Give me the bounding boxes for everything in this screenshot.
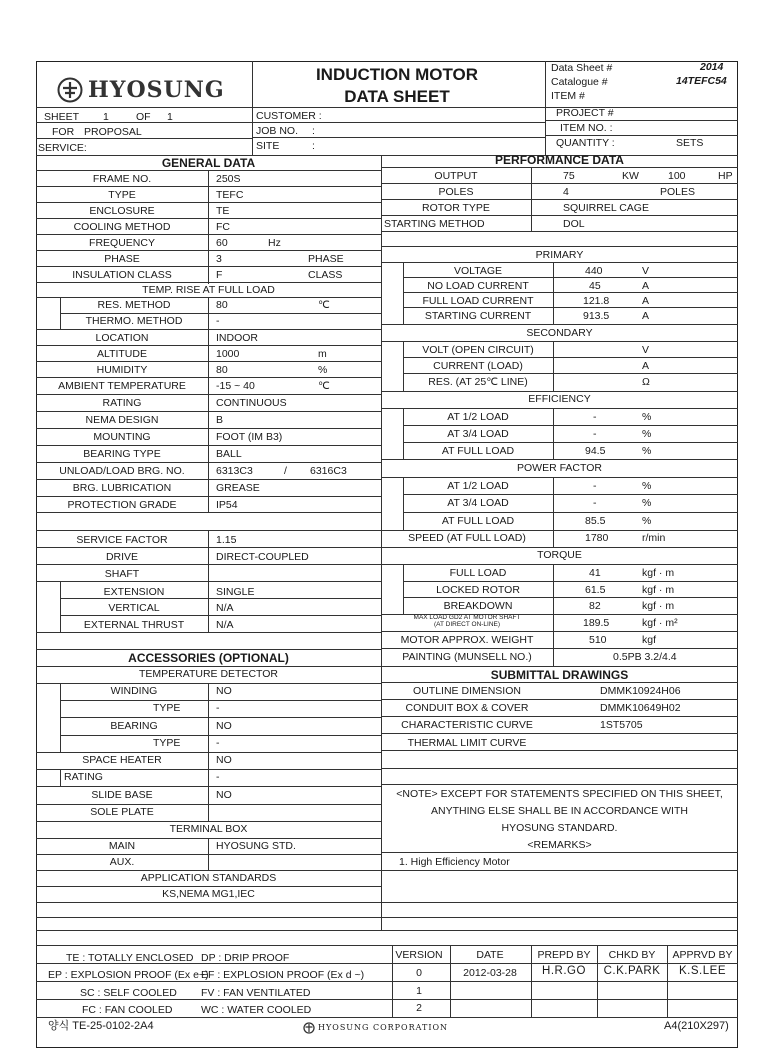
sole-plate-label: SOLE PLATE: [90, 806, 154, 818]
corporation-name: HYOSUNG CORPORATION: [318, 1023, 449, 1032]
brand-name: HYOSUNG: [88, 77, 225, 103]
rev-row0-apprvd: K.S.LEE: [679, 965, 726, 977]
starting-current-label: STARTING CURRENT: [424, 310, 532, 322]
conduit-value: DMMK10649H02: [600, 702, 681, 714]
note-line3: HYOSUNG STANDARD.: [501, 822, 618, 834]
gd2-value: 189.5: [583, 617, 610, 629]
form-number: 양식 TE-25-0102-2A4: [48, 1020, 154, 1032]
rating-label: RATING: [102, 397, 142, 409]
rating-value: CONTINUOUS: [216, 397, 287, 409]
weight-value: 510: [589, 634, 607, 646]
starting-current-unit: A: [642, 310, 650, 322]
eff-full-label: AT FULL LOAD: [441, 445, 515, 457]
humidity-value: 80: [216, 364, 228, 376]
frequency-unit: Hz: [268, 237, 281, 249]
nema-label: NEMA DESIGN: [85, 414, 159, 426]
torque-locked-label: LOCKED ROTOR: [436, 584, 520, 596]
pf-half-value: -: [593, 480, 597, 492]
rev-header-chkd: CHKD BY: [608, 949, 656, 961]
rotor-value: SQUIRREL CAGE: [563, 202, 649, 214]
ambient-unit: ℃: [318, 380, 330, 392]
rev-row0-version: 0: [416, 967, 422, 979]
poles-unit: POLES: [660, 186, 696, 198]
datasheet-label: Data Sheet #: [551, 62, 613, 74]
item-label: ITEM #: [551, 90, 585, 102]
type-label: TYPE: [108, 189, 136, 201]
legend-ef: EF : EXPLOSION PROOF (Ex d ~): [201, 969, 365, 981]
pf-three-quarter-value: -: [593, 497, 597, 509]
characteristic-label: CHARACTERISTIC CURVE: [401, 719, 533, 731]
type-value: TEFC: [216, 189, 244, 201]
brg-no-label: UNLOAD/LOAD BRG. NO.: [59, 465, 185, 477]
app-standards-label: APPLICATION STANDARDS: [140, 872, 277, 884]
of-label: OF: [136, 111, 151, 123]
phase-value: 3: [216, 253, 222, 265]
extension-label: EXTENSION: [103, 586, 165, 598]
drive-label: DRIVE: [105, 551, 139, 563]
thermo-method-value: -: [216, 315, 220, 327]
brg-no-sep: /: [284, 465, 287, 477]
mounting-label: MOUNTING: [93, 431, 151, 443]
res-method-value: 80: [216, 299, 228, 311]
legend-fc: FC : FAN COOLED: [82, 1004, 173, 1016]
eff-half-label: AT 1/2 LOAD: [447, 411, 509, 423]
poles-value: 4: [563, 186, 569, 198]
pf-full-value: 85.5: [585, 515, 606, 527]
volt-oc-unit: V: [642, 344, 650, 356]
rev-header-version: VERSION: [395, 949, 443, 961]
output-label: OUTPUT: [434, 170, 478, 182]
secondary-label: SECONDARY: [526, 327, 593, 339]
poles-label: POLES: [438, 186, 474, 198]
no-load-current-label: NO LOAD CURRENT: [427, 280, 529, 292]
vertical-label: VERTICAL: [108, 602, 160, 614]
speed-unit: r/min: [642, 532, 666, 544]
gd2-label2: (AT DIRECT ON-LINE): [433, 621, 501, 628]
winding-type-label: TYPE: [153, 702, 181, 714]
protection-label: PROTECTION GRADE: [67, 499, 177, 511]
lubrication-label: BRG. LUBRICATION: [72, 482, 172, 494]
rev-header-prepd: PREPD BY: [537, 949, 591, 961]
slide-base-value: NO: [216, 789, 232, 801]
thermal-label: THERMAL LIMIT CURVE: [407, 737, 527, 749]
legend-dp: DP : DRIP PROOF: [201, 952, 290, 964]
pf-half-unit: %: [642, 480, 652, 492]
hp-unit: HP: [718, 170, 733, 182]
general-data-heading: GENERAL DATA: [161, 156, 256, 170]
full-load-current-value: 121.8: [583, 295, 610, 307]
pf-half-label: AT 1/2 LOAD: [447, 480, 509, 492]
pf-three-quarter-label: AT 3/4 LOAD: [447, 497, 509, 509]
voltage-label: VOLTAGE: [453, 265, 503, 277]
bearing-type-label: BEARING TYPE: [83, 448, 161, 460]
rev-row2-version: 2: [416, 1002, 422, 1014]
weight-label: MOTOR APPROX. WEIGHT: [400, 634, 534, 646]
torque-breakdown-unit: kgf · m: [642, 600, 675, 612]
ambient-label: AMBIENT TEMPERATURE: [58, 380, 186, 392]
pf-full-unit: %: [642, 515, 652, 527]
efficiency-label: EFFICIENCY: [528, 393, 591, 405]
current-load-unit: A: [642, 360, 650, 372]
torque-full-unit: kgf · m: [642, 567, 675, 579]
performance-heading: PERFORMANCE DATA: [495, 153, 624, 167]
service-factor-value: 1.15: [216, 534, 237, 546]
enclosure-value: TE: [216, 205, 230, 217]
service-factor-label: SERVICE FACTOR: [76, 534, 168, 546]
gd2-label1: MAX LOAD GD2 AT MOTOR SHAFT: [413, 614, 521, 621]
nema-value: B: [216, 414, 224, 426]
full-load-current-label: FULL LOAD CURRENT: [422, 295, 534, 307]
location-label: LOCATION: [95, 332, 149, 344]
cooling-value: FC: [216, 221, 230, 233]
aux-label: AUX.: [109, 856, 135, 868]
thrust-label: EXTERNAL THRUST: [83, 619, 185, 631]
hyosung-logo-icon: [57, 77, 83, 103]
full-load-current-unit: A: [642, 295, 650, 307]
jobno-label: JOB NO.: [256, 125, 299, 137]
current-load-label: CURRENT (LOAD): [433, 360, 523, 372]
eff-full-unit: %: [642, 445, 652, 457]
brg-no-value2: 6316C3: [310, 465, 347, 477]
frame-value: 250S: [216, 173, 241, 185]
pf-full-label: AT FULL LOAD: [441, 515, 515, 527]
slide-base-label: SLIDE BASE: [91, 789, 153, 801]
title-line2: DATA SHEET: [344, 87, 450, 106]
resistance-unit: Ω: [642, 376, 650, 388]
enclosure-label: ENCLOSURE: [89, 205, 155, 217]
vertical-value: N/A: [216, 602, 234, 614]
res-method-label: RES. METHOD: [97, 299, 171, 311]
speed-value: 1780: [585, 532, 609, 544]
insulation-label: INSULATION CLASS: [72, 269, 172, 281]
rotor-label: ROTOR TYPE: [422, 202, 490, 214]
itemno-label: ITEM NO. :: [560, 122, 613, 134]
winding-label: WINDING: [110, 685, 158, 697]
catalogue-label: Catalogue #: [551, 76, 608, 88]
extension-value: SINGLE: [216, 586, 255, 598]
lubrication-value: GREASE: [216, 482, 260, 494]
volt-oc-label: VOLT (OPEN CIRCUIT): [422, 344, 534, 356]
jobno-colon: :: [312, 125, 315, 137]
ambient-value: -15 ~ 40: [216, 380, 255, 392]
accessories-heading: ACCESSORIES (OPTIONAL): [128, 651, 289, 665]
main-value: HYOSUNG STD.: [216, 840, 296, 852]
torque-locked-value: 61.5: [585, 584, 606, 596]
remarks-label: <REMARKS>: [527, 839, 592, 851]
project-label: PROJECT #: [556, 107, 614, 119]
rev-header-date: DATE: [476, 949, 504, 961]
torque-locked-unit: kgf · m: [642, 584, 675, 596]
hyosung-small-logo-icon: [302, 1022, 316, 1034]
voltage-unit: V: [642, 265, 650, 277]
catalogue-number: 14TEFC54: [676, 75, 727, 87]
temp-rise-label: TEMP. RISE AT FULL LOAD: [142, 284, 275, 296]
eff-three-quarter-value: -: [593, 428, 597, 440]
altitude-unit: m: [318, 348, 327, 360]
drive-value: DIRECT-COUPLED: [216, 551, 309, 563]
kw-unit: KW: [622, 170, 639, 182]
legend-te: TE : TOTALLY ENCLOSED: [66, 952, 194, 964]
output-hp: 100: [668, 170, 686, 182]
service-label: SERVICE:: [38, 142, 87, 154]
mounting-value: FOOT (IM B3): [216, 431, 283, 443]
title-line1: INDUCTION MOTOR: [315, 65, 479, 84]
res-method-unit: ℃: [318, 299, 330, 311]
rev-row0-date: 2012-03-28: [463, 967, 517, 979]
frequency-value: 60: [216, 237, 228, 249]
rev-row0-prepd: H.R.GO: [542, 965, 586, 977]
resistance-label: RES. (AT 25℃ LINE): [428, 376, 528, 388]
output-kw: 75: [563, 170, 575, 182]
frame-label: FRAME NO.: [92, 173, 152, 185]
humidity-label: HUMIDITY: [96, 364, 148, 376]
voltage-value: 440: [585, 265, 603, 277]
note-line2: ANYTHING ELSE SHALL BE IN ACCORDANCE WITH: [431, 805, 688, 817]
primary-label: PRIMARY: [535, 249, 584, 261]
for-value: PROPOSAL: [84, 126, 142, 138]
bearing-type2-label: TYPE: [153, 737, 181, 749]
torque-full-label: FULL LOAD: [449, 567, 507, 579]
brg-no-value1: 6313C3: [216, 465, 253, 477]
rev-header-apprvd: APPRVD BY: [672, 949, 733, 961]
torque-breakdown-label: BREAKDOWN: [443, 600, 513, 612]
heater-rating-value: -: [216, 771, 220, 783]
starting-method-value: DOL: [563, 218, 585, 230]
legend-ep: EP : EXPLOSION PROOF (Ex e~): [48, 969, 209, 981]
starting-method-label: STARTING METHOD: [384, 218, 485, 230]
temp-detector-label: TEMPERATURE DETECTOR: [138, 668, 279, 680]
eff-half-unit: %: [642, 411, 652, 423]
sheet-number: 1: [103, 111, 109, 123]
speed-label: SPEED (AT FULL LOAD): [408, 532, 526, 544]
painting-value: 0.5PB 3.2/4.4: [613, 651, 677, 663]
remark-1: 1. High Efficiency Motor: [399, 856, 510, 868]
legend-fv: FV : FAN VENTILATED: [201, 987, 311, 999]
power-factor-label: POWER FACTOR: [517, 462, 602, 474]
drawings-heading: SUBMITTAL DRAWINGS: [490, 668, 629, 682]
winding-type-value: -: [216, 702, 220, 714]
starting-current-value: 913.5: [583, 310, 610, 322]
for-label: FOR: [52, 126, 75, 138]
conduit-label: CONDUIT BOX & COVER: [405, 702, 529, 714]
torque-label: TORQUE: [537, 549, 582, 561]
winding-value: NO: [216, 685, 232, 697]
torque-breakdown-value: 82: [589, 600, 601, 612]
characteristic-value: 1ST5705: [600, 719, 643, 731]
customer-label: CUSTOMER :: [256, 110, 322, 122]
no-load-current-unit: A: [642, 280, 650, 292]
space-heater-value: NO: [216, 754, 232, 766]
thermo-method-label: THERMO. METHOD: [85, 315, 183, 327]
thrust-value: N/A: [216, 619, 234, 631]
space-heater-label: SPACE HEATER: [82, 754, 162, 766]
legend-sc: SC : SELF COOLED: [80, 987, 177, 999]
bearing-detector-label: BEARING: [110, 720, 158, 732]
frequency-label: FREQUENCY: [89, 237, 155, 249]
rev-row0-chkd: C.K.PARK: [603, 965, 661, 977]
phase-label: PHASE: [104, 253, 140, 265]
main-label: MAIN: [108, 840, 136, 852]
app-standards-value: KS,NEMA MG1,IEC: [162, 888, 255, 900]
shaft-label: SHAFT: [104, 568, 140, 580]
insulation-value: F: [216, 269, 223, 281]
protection-value: IP54: [216, 499, 238, 511]
altitude-label: ALTITUDE: [97, 348, 147, 360]
bearing-type2-value: -: [216, 737, 220, 749]
sheet-total: 1: [167, 111, 173, 123]
altitude-value: 1000: [216, 348, 240, 360]
site-label: SITE: [256, 140, 280, 152]
bearing-type-value: BALL: [216, 448, 242, 460]
rev-row1-version: 1: [416, 985, 422, 997]
quantity-label: QUANTITY :: [556, 137, 615, 149]
eff-full-value: 94.5: [585, 445, 606, 457]
eff-half-value: -: [593, 411, 597, 423]
location-value: INDOOR: [216, 332, 258, 344]
heater-rating-label: RATING: [64, 771, 103, 783]
humidity-unit: %: [318, 364, 328, 376]
outline-value: DMMK10924H06: [600, 685, 681, 697]
sheet-label: SHEET: [44, 111, 80, 123]
eff-three-quarter-unit: %: [642, 428, 652, 440]
datasheet-number: 2014: [700, 61, 724, 73]
terminal-box-label: TERMINAL BOX: [169, 823, 248, 835]
no-load-current-value: 45: [589, 280, 601, 292]
weight-unit: kgf: [642, 634, 657, 646]
phase-unit: PHASE: [308, 253, 344, 265]
legend-wc: WC : WATER COOLED: [201, 1004, 312, 1016]
cooling-label: COOLING METHOD: [73, 221, 171, 233]
outline-label: OUTLINE DIMENSION: [413, 685, 521, 697]
pf-three-quarter-unit: %: [642, 497, 652, 509]
quantity-unit: SETS: [676, 137, 704, 149]
eff-three-quarter-label: AT 3/4 LOAD: [447, 428, 509, 440]
site-colon: :: [312, 140, 315, 152]
insulation-unit: CLASS: [308, 269, 343, 281]
painting-label: PAINTING (MUNSELL NO.): [402, 651, 532, 663]
bearing-detector-value: NO: [216, 720, 232, 732]
gd2-unit: kgf · m²: [642, 617, 678, 629]
note-line1: <NOTE> EXCEPT FOR STATEMENTS SPECIFIED ON THIS SHEET,: [396, 788, 723, 800]
torque-full-value: 41: [589, 567, 601, 579]
paper-size: A4(210X297): [664, 1020, 729, 1032]
